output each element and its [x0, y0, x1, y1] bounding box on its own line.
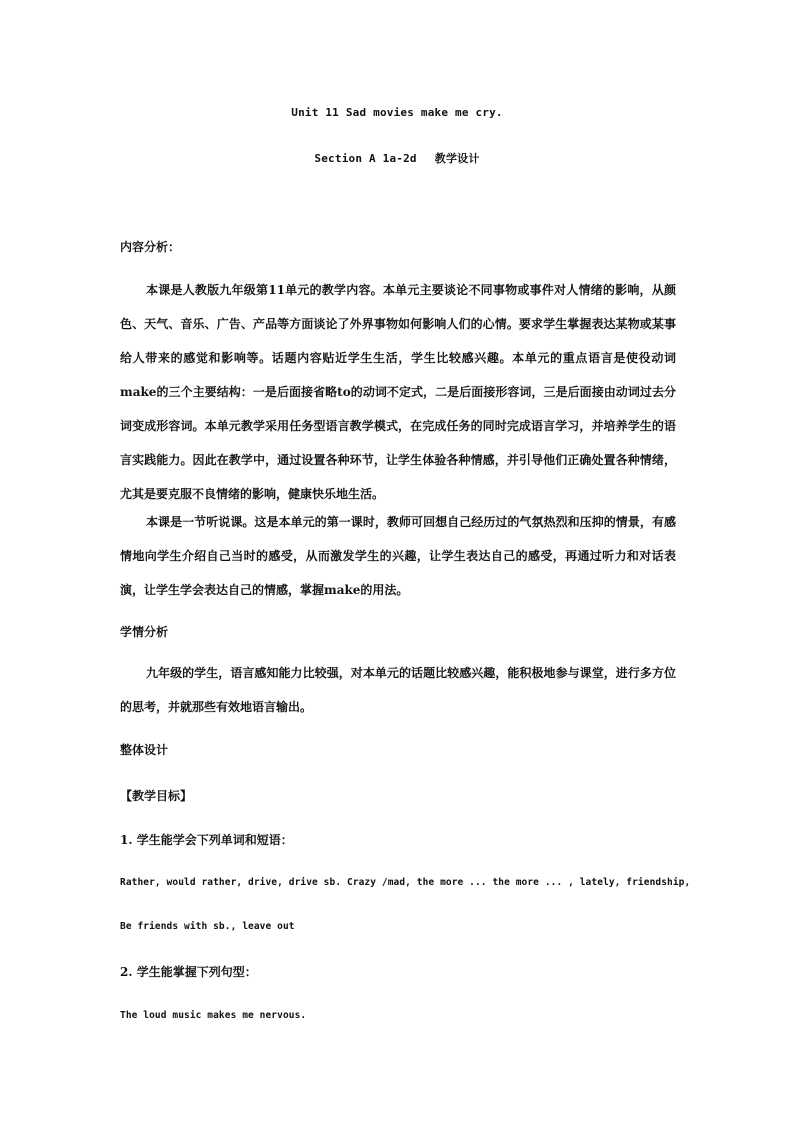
goal-2-heading: 2. 学生能掌握下列句型：: [120, 965, 257, 979]
goal-1-vocabulary-line-1: Rather, would rather, drive, drive sb. Crazy /mad, the more ... the more ... , lately, friendship,: [120, 877, 691, 888]
teaching-goals-heading: 【教学目标】: [120, 789, 193, 803]
content-analysis-paragraph-1: 本课是人教版九年级第11单元的教学内容。本单元主要谈论不同事物或事件对人情绪的影响，从颜色、天气、音乐、广告、产品等方面谈论了外界事物如何影响人们的心情。要求学生掌握表达某物或某事给人带来的感觉和影响等。话题内容贴近学生生活，学生比较感兴趣。本单元的重点语言是使役动词make的三个主要结构：一是后面接省略to的动词不定式，二是后面接形容词，三是后面接由动词过去分词变成形容词。本单元教学采用任务型语言教学模式，在完成任务的同时完成语言学习，并培养学生的语言实践能力。因此在教学中，通过设置各种环节，让学生体验各种情感，并引导他们正确处置各种情绪，尤其是要克服不良情绪的影响，健康快乐地生活。: [120, 283, 676, 501]
student-analysis-heading: 学情分析: [120, 625, 169, 639]
student-analysis-paragraph: 九年级的学生，语言感知能力比较强，对本单元的话题比较感兴趣，能积极地参与课堂，进行多方位的思考，并就那些有效地语言输出。: [120, 666, 676, 714]
content-analysis-heading: 内容分析：: [120, 240, 181, 254]
overall-design-heading: 整体设计: [120, 743, 169, 757]
goal-1-vocabulary-line-2: Be friends with sb., leave out: [120, 921, 295, 932]
document-title: Unit 11 Sad movies make me cry.: [291, 106, 503, 119]
content-analysis-paragraph-2: 本课是一节听说课。这是本单元的第一课时，教师可回想自己经历过的气氛热烈和压抑的情景，有感情地向学生介绍自己当时的感受，从而激发学生的兴趣，让学生表达自己的感受，再通过听力和对话表演，让学生学会表达自己的情感，掌握make的用法。: [120, 515, 676, 597]
document-subtitle: Section A 1a-2d 教学设计: [314, 152, 480, 165]
goal-2-sentence-line-1: The loud music makes me nervous.: [120, 1010, 307, 1021]
goal-1-heading: 1. 学生能学会下列单词和短语：: [120, 833, 293, 847]
